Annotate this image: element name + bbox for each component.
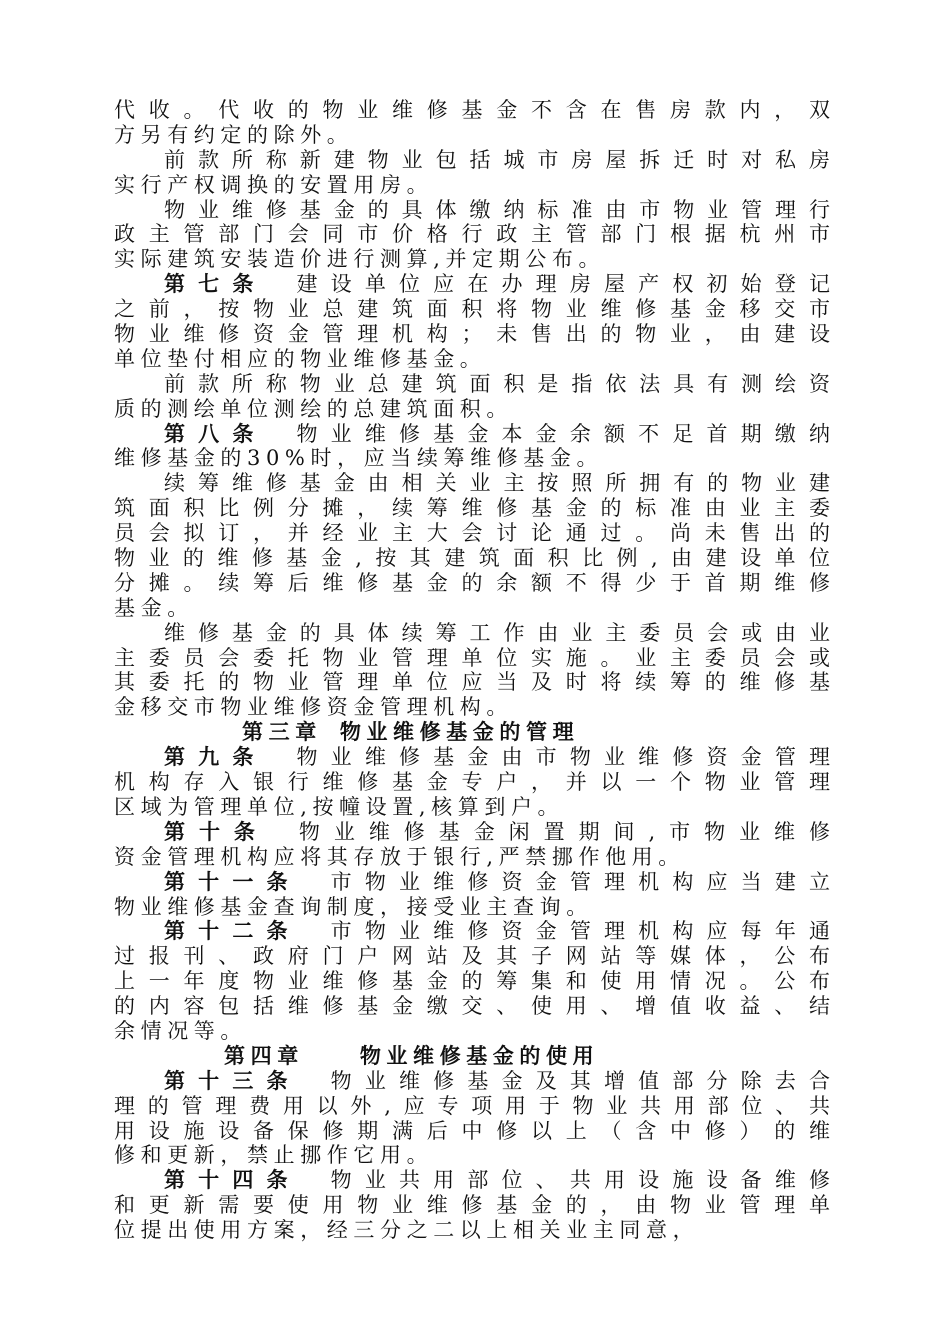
text-line: 筑面积比例分摊，续筹维修基金的标准由业主委 bbox=[114, 496, 830, 521]
chapter-number: 第四章 bbox=[224, 1043, 304, 1068]
chapter-title: 物业维修基金的管理 bbox=[339, 720, 580, 745]
text-line: 方另有约定的除外。 bbox=[114, 122, 354, 147]
text-line: 用设施设备保修期满后中修以上（含中修）的维 bbox=[114, 1118, 830, 1143]
text-line: 代收。代收的物业维修基金不含在售房款内，双 bbox=[114, 98, 830, 122]
text-line: 理的管理费用以外,应专项用于物业共用部位、共 bbox=[114, 1093, 830, 1118]
article-text: 市物业维修资金管理机构应每年通 bbox=[330, 919, 830, 944]
text-line: 位提出使用方案，经三分之二以上相关业主同意， bbox=[114, 1218, 700, 1243]
text-line: 基金。 bbox=[114, 595, 194, 620]
text-line: 其委托的物业管理单位应当及时将续筹的维修基 bbox=[114, 670, 830, 695]
article-text: 物业维修基金本金余额不足首期缴纳 bbox=[296, 421, 830, 446]
text-line: 资金管理机构应将其存放于银行,严禁挪作他用。 bbox=[114, 844, 685, 869]
article-line bbox=[114, 870, 830, 895]
text-line: 单位垫付相应的物业维修基金。 bbox=[114, 346, 487, 371]
text-line: 物业维修资金管理机构；未售出的物业，由建设 bbox=[114, 322, 830, 347]
article-number: 第七条 bbox=[164, 272, 267, 297]
text-line: 物业维修基金查询制度，接受业主查询。 bbox=[114, 894, 593, 919]
article-text: 物业维修基金及其增值部分除去合 bbox=[330, 1068, 830, 1093]
article-text: 建设单位应在办理房屋产权初始登记 bbox=[296, 272, 830, 297]
text-line: 质的测绘单位测绘的总建筑面积。 bbox=[114, 396, 513, 421]
chapter-heading bbox=[114, 1044, 830, 1069]
text-line: 员会拟订，并经业主大会讨论通过。尚未售出的 bbox=[114, 521, 830, 546]
text-line: 的内容包括维修基金缴交、使用、增值收益、结 bbox=[114, 994, 830, 1019]
text-line: 之前，按物业总建筑面积将物业维修基金移交市 bbox=[114, 297, 830, 322]
article-number: 第八条 bbox=[164, 421, 267, 446]
article-number: 第十二条 bbox=[164, 919, 301, 944]
document-page bbox=[114, 98, 830, 1243]
article-line bbox=[114, 919, 830, 944]
article-line bbox=[114, 1069, 830, 1094]
article-text: 市物业维修资金管理机构应当建立 bbox=[330, 869, 830, 894]
text-line: 区域为管理单位,按幢设置,核算到户。 bbox=[114, 794, 565, 819]
article-number: 第十三条 bbox=[164, 1068, 301, 1093]
article-text: 物业维修基金闲置期间,市物业维修 bbox=[298, 819, 830, 844]
text-line: 余情况等。 bbox=[114, 1018, 247, 1043]
article-line bbox=[114, 820, 830, 845]
article-line bbox=[114, 745, 830, 770]
text-line: 政主管部门会同市价格行政主管部门根据杭州市 bbox=[114, 222, 830, 247]
text-line: 主委员会委托物业管理单位实施。业主委员会或 bbox=[114, 645, 830, 670]
article-number: 第九条 bbox=[164, 745, 267, 770]
chapter-title: 物业维修基金的使用 bbox=[359, 1043, 600, 1068]
article-line bbox=[114, 272, 830, 297]
text-line: 修和更新，禁止挪作它用。 bbox=[114, 1143, 434, 1168]
chapter-number: 第三章 bbox=[242, 720, 322, 745]
article-text: 物业维修基金由市物业维修资金管理 bbox=[296, 745, 830, 770]
text-line: 实际建筑安装造价进行测算,并定期公布。 bbox=[114, 247, 606, 272]
text-line: 分摊。续筹后维修基金的余额不得少于首期维修 bbox=[114, 570, 830, 595]
text-line: 维修基金的具体续筹工作由业主委员会或由业 bbox=[164, 620, 830, 645]
article-line bbox=[114, 422, 830, 447]
article-number: 第十四条 bbox=[164, 1168, 301, 1193]
text-line: 和更新需要使用物业维修基金的，由物业管理单 bbox=[114, 1193, 830, 1218]
text-line: 机构存入银行维修基金专户，并以一个物业管理 bbox=[114, 770, 830, 795]
text-line: 续筹维修基金由相关业主按照所拥有的物业建 bbox=[164, 471, 830, 496]
text-line: 过报刊、政府门户网站及其子网站等媒体，公布 bbox=[114, 944, 830, 969]
text-line: 上一年度物业维修基金的筹集和使用情况。公布 bbox=[114, 969, 830, 994]
article-number: 第十一条 bbox=[164, 869, 301, 894]
article-text: 物业共用部位、共用设施设备维修 bbox=[330, 1168, 830, 1193]
article-number: 第十条 bbox=[164, 819, 269, 844]
text-line: 物业维修基金的具体缴纳标准由市物业管理行 bbox=[164, 197, 830, 222]
text-line: 金移交市物业维修资金管理机构。 bbox=[114, 695, 513, 720]
text-line: 实行产权调换的安置用房。 bbox=[114, 172, 434, 197]
text-line: 维修基金的30%时，应当续筹维修基金。 bbox=[114, 446, 604, 471]
article-line bbox=[114, 1168, 830, 1193]
chapter-heading bbox=[114, 720, 830, 745]
text-line: 物业的维修基金,按其建筑面积比例,由建设单位 bbox=[114, 546, 830, 571]
text-line: 前款所称新建物业包括城市房屋拆迁时对私房 bbox=[164, 147, 830, 172]
text-line: 前款所称物业总建筑面积是指依法具有测绘资 bbox=[164, 371, 830, 396]
